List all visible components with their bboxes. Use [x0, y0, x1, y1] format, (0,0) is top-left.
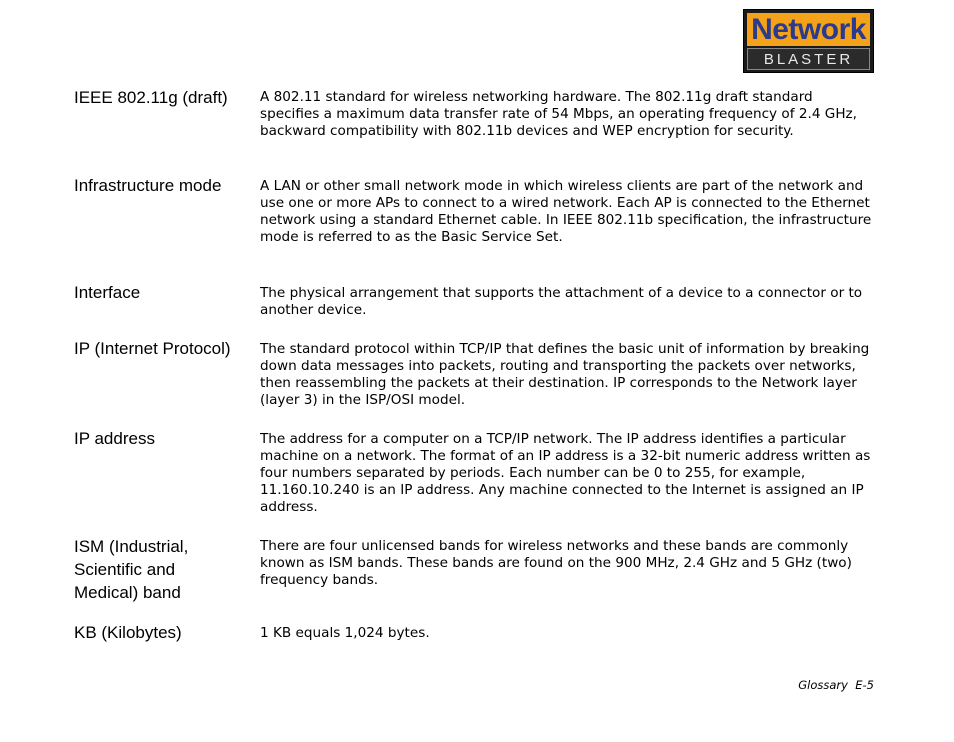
glossary-definition: The physical arrangement that supports the attachment of a device to a connector or to another device. [260, 285, 863, 318]
glossary-term: IP (Internet Protocol) [74, 339, 231, 358]
logo-blaster-band [747, 48, 870, 70]
glossary-term: Infrastructure mode [74, 176, 222, 195]
logo-network-text: Network [751, 12, 866, 46]
glossary-definition: A LAN or other small network mode in which wireless clients are part of the network and use one or more APs to connect to a wired network. Each AP is connected to the Ethernet network using a standard Ethernet cable. In IEEE 802.11b specification, the infrastructure mode is referred to as the Basic Service Set. [260, 178, 872, 245]
network-blaster-logo [743, 9, 874, 73]
glossary-definition: There are four unlicensed bands for wireless networks and these bands are commonly known as ISM bands. These bands are found on the 900 MHz, 2.4 GHz and 5 GHz (two) frequency bands. [260, 538, 852, 588]
logo-blaster-text: BLASTER [763, 50, 854, 68]
footer-page-number: E-5 [855, 678, 874, 692]
glossary-definition: The standard protocol within TCP/IP that defines the basic unit of information by breaking down data messages into packets, routing and transporting the packets over networks, then reassembling the packets at their destination. IP corresponds to the Network layer (layer 3) in the ISP/OSI model. [260, 341, 870, 408]
glossary-term: IEEE 802.11g (draft) [74, 88, 228, 107]
glossary-definition: 1 KB equals 1,024 bytes. [260, 625, 430, 641]
logo-network-band [747, 13, 870, 46]
glossary-definition: The address for a computer on a TCP/IP network. The IP address identifies a particular machine on a network. The format of an IP address is a 32-bit numeric address written as four numbers separated by periods. Each number can be 0 to 255, for example, 11.160.10.240 is an IP address. Any machine connected to the Internet is assigned an IP address. [260, 431, 871, 515]
glossary-definition: A 802.11 standard for wireless networking hardware. The 802.11g draft standard specifies a maximum data transfer rate of 54 Mbps, an operating frequency of 2.4 GHz, backward compatibility with 802.11b devices and WEP encryption for security. [260, 89, 857, 139]
glossary-term: Interface [74, 283, 141, 302]
glossary-term: KB (Kilobytes) [74, 623, 182, 642]
footer-section: Glossary [798, 678, 848, 692]
page-footer [798, 678, 874, 692]
glossary-term: IP address [74, 429, 155, 448]
glossary-term: ISM (Industrial, Scientific and Medical) band [74, 537, 189, 602]
